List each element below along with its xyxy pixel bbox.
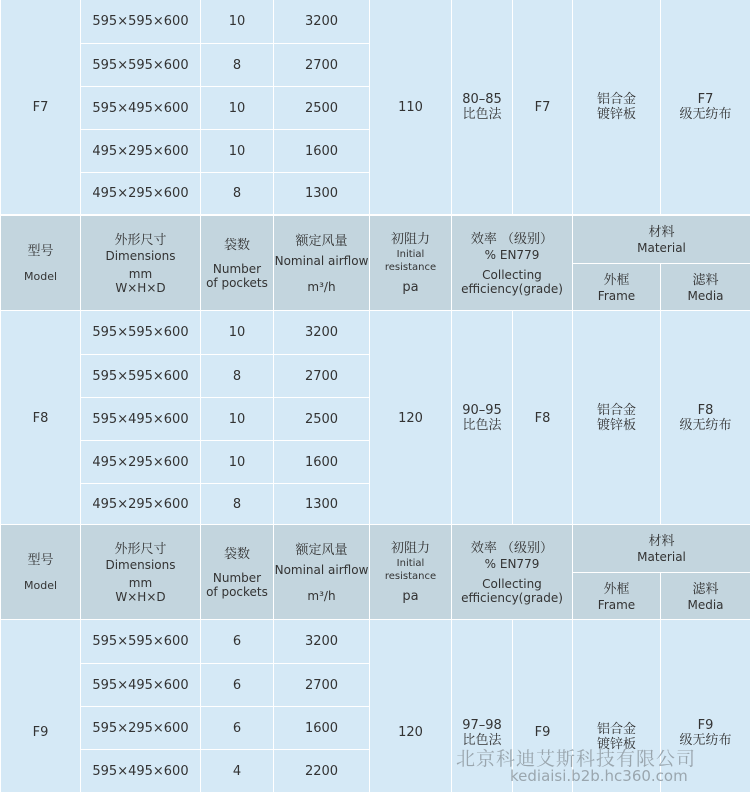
model-cell: F8 — [1, 311, 81, 526]
pockets-cell: 10 — [201, 130, 274, 173]
dimension-cell: 495×295×600 — [81, 441, 201, 484]
pockets-cell: 10 — [201, 398, 274, 441]
efficiency-cell: 97–98 比色法 — [452, 620, 513, 793]
resistance-cell: 110 — [370, 0, 452, 215]
header-media: 滤料 Media — [661, 573, 750, 621]
frame-cell: 铝合金 镀锌板 — [573, 0, 661, 215]
dimension-cell: 595×495×600 — [81, 750, 201, 793]
pockets-cell: 8 — [201, 355, 274, 398]
dimension-cell: 595×595×600 — [81, 311, 201, 355]
pockets-cell: 8 — [201, 484, 274, 526]
header-resistance: 初阻力 Initial resistance pa — [370, 525, 452, 621]
pockets-cell: 6 — [201, 664, 274, 707]
airflow-cell: 2500 — [274, 87, 370, 130]
header-pockets: 袋数 Number of pockets — [201, 216, 274, 312]
watermark-url: kediaisi.b2b.hc360.com — [510, 767, 688, 785]
header-media: 滤料 Media — [661, 264, 750, 312]
header-material: 材料 Material — [573, 525, 750, 573]
airflow-cell: 1600 — [274, 441, 370, 484]
media-cell: F9 级无纺布 — [661, 620, 750, 793]
efficiency-cell: 90–95 比色法 — [452, 311, 513, 526]
dimension-cell: 495×295×600 — [81, 484, 201, 526]
media-cell: F7 级无纺布 — [661, 0, 750, 215]
header-model: 型号 Model — [1, 216, 81, 312]
resistance-cell: 120 — [370, 311, 452, 526]
pockets-cell: 6 — [201, 707, 274, 750]
header-dimensions: 外形尺寸 Dimensions mm W×H×D — [81, 216, 201, 312]
resistance-cell: 120 — [370, 620, 452, 793]
header-model: 型号 Model — [1, 525, 81, 621]
header-airflow: 额定风量 Nominal airflow m³/h — [274, 216, 370, 312]
airflow-cell: 2700 — [274, 44, 370, 87]
header-airflow: 额定风量 Nominal airflow m³/h — [274, 525, 370, 621]
media-cell: F8 级无纺布 — [661, 311, 750, 526]
data-group-f7 — [0, 0, 750, 215]
grade-cell: F9 — [513, 620, 573, 793]
efficiency-cell: 80–85 比色法 — [452, 0, 513, 215]
header-material: 材料 Material — [573, 216, 750, 264]
airflow-cell: 1300 — [274, 173, 370, 215]
dimension-cell: 495×295×600 — [81, 130, 201, 173]
dimension-cell: 595×495×600 — [81, 398, 201, 441]
model-cell: F7 — [1, 0, 81, 215]
model-cell: F9 — [1, 620, 81, 793]
dimension-cell: 595×595×600 — [81, 0, 201, 44]
airflow-cell: 2500 — [274, 398, 370, 441]
frame-cell: 铝合金 镀锌板 — [573, 311, 661, 526]
watermark-company: 北京科迪艾斯科技有限公司 — [456, 744, 696, 771]
header-block — [0, 215, 750, 312]
header-frame: 外框 Frame — [573, 264, 661, 312]
airflow-cell: 3200 — [274, 620, 370, 664]
header-resistance: 初阻力 Initial resistance pa — [370, 216, 452, 312]
airflow-cell: 2700 — [274, 664, 370, 707]
airflow-cell: 2200 — [274, 750, 370, 793]
airflow-cell: 1300 — [274, 484, 370, 526]
airflow-cell: 1600 — [274, 707, 370, 750]
grade-cell: F8 — [513, 311, 573, 526]
header-pockets: 袋数 Number of pockets — [201, 525, 274, 621]
pockets-cell: 10 — [201, 0, 274, 44]
pockets-cell: 4 — [201, 750, 274, 793]
pockets-cell: 6 — [201, 620, 274, 664]
airflow-cell: 2700 — [274, 355, 370, 398]
dimension-cell: 595×595×600 — [81, 620, 201, 664]
pockets-cell: 8 — [201, 44, 274, 87]
dimension-cell: 595×495×600 — [81, 664, 201, 707]
header-efficiency: 效率 （级别） % EN779 Collecting efficiency(grade) — [452, 525, 573, 621]
frame-cell: 铝合金 镀锌板 — [573, 620, 661, 793]
dimension-cell: 495×295×600 — [81, 173, 201, 215]
dimension-cell: 595×495×600 — [81, 87, 201, 130]
airflow-cell: 3200 — [274, 311, 370, 355]
header-block — [0, 524, 750, 621]
dimension-cell: 595×595×600 — [81, 44, 201, 87]
pockets-cell: 10 — [201, 311, 274, 355]
header-efficiency: 效率 （级别） % EN779 Collecting efficiency(grade) — [452, 216, 573, 312]
pockets-cell: 8 — [201, 173, 274, 215]
grade-cell: F7 — [513, 0, 573, 215]
dimension-cell: 595×295×600 — [81, 707, 201, 750]
header-frame: 外框 Frame — [573, 573, 661, 621]
dimension-cell: 595×595×600 — [81, 355, 201, 398]
data-group-f8 — [0, 310, 750, 526]
airflow-cell: 3200 — [274, 0, 370, 44]
pockets-cell: 10 — [201, 87, 274, 130]
header-dimensions: 外形尺寸 Dimensions mm W×H×D — [81, 525, 201, 621]
pockets-cell: 10 — [201, 441, 274, 484]
airflow-cell: 1600 — [274, 130, 370, 173]
